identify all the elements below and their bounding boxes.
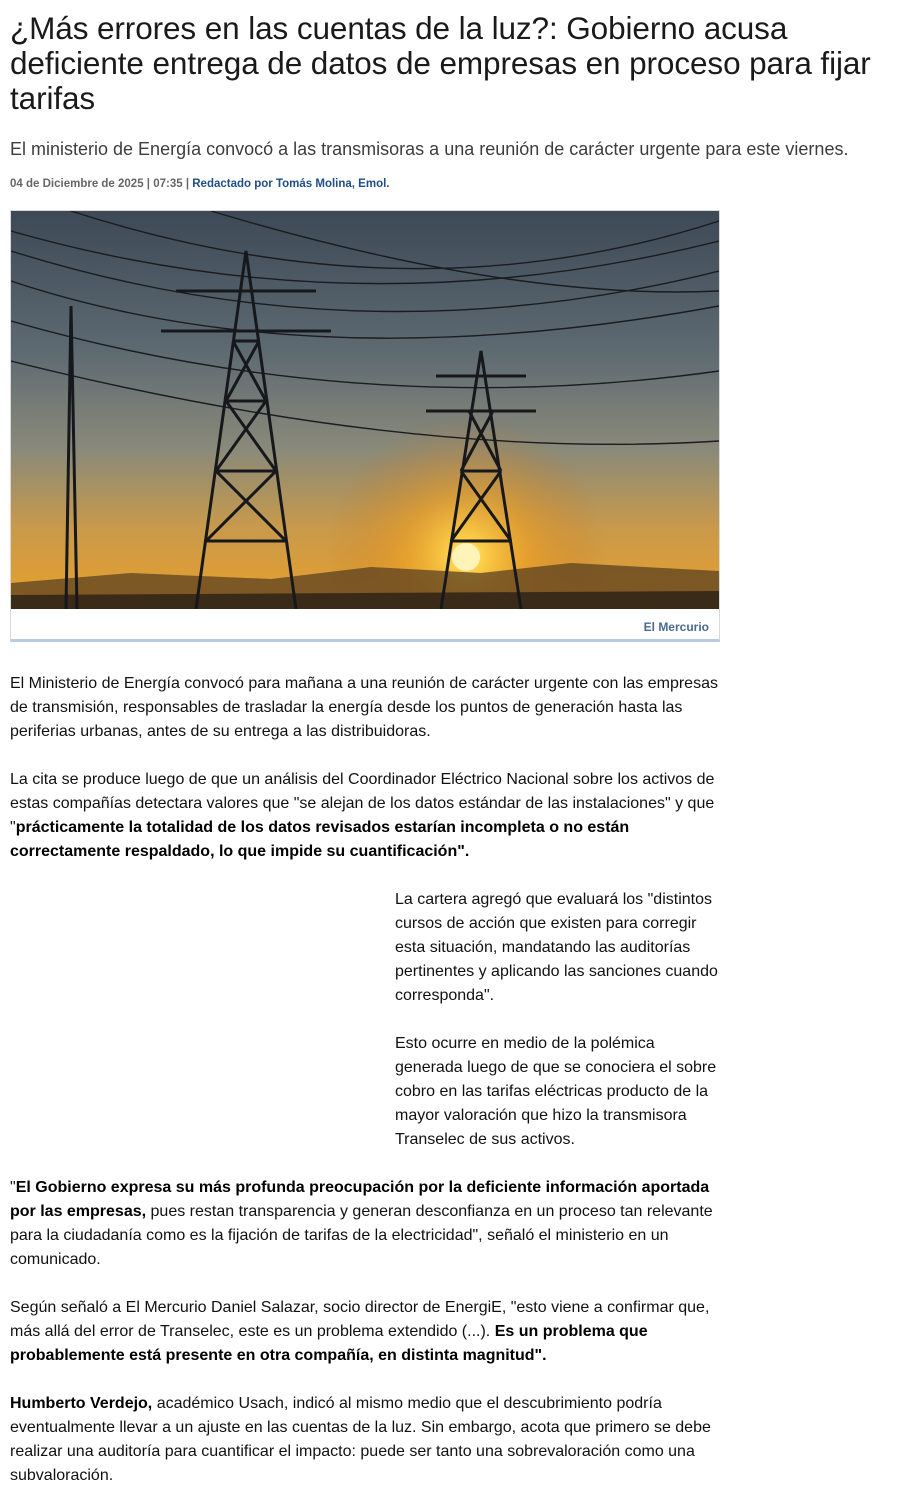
power-towers-sunset-image <box>11 211 719 609</box>
paragraph-text: El Ministerio de Energía convocó para mañana a una reunión de carácter urgente con las empresas de transmisión, responsables de trasladar la energía desde los puntos de generación hasta las periferias urbanas, antes de su entrega a las distribuidoras. <box>10 675 718 740</box>
article-subtitle: El ministerio de Energía convocó a las transmisoras a una reunión de carácter urgente para este viernes. <box>10 139 849 159</box>
paragraph-text: " <box>10 1179 16 1196</box>
article <box>10 0 900 1484</box>
paragraph-bold: El Gobierno expresa su más profunda preocupación por la deficiente información aportada por las empresas, <box>10 1179 710 1220</box>
publish-date: 04 de Diciembre de 2025 | 07:35 | <box>10 178 190 190</box>
paragraph-side <box>395 1032 725 1152</box>
paragraph <box>10 768 725 864</box>
paragraph <box>10 1296 725 1368</box>
paragraph-text: La cartera agregó que evaluará los "distintos cursos de acción que existen para corregir esta situación, mandatando las auditorías pertinentes y aplicando las sanciones cuando corresponda". <box>395 891 718 1004</box>
article-photo[interactable] <box>11 211 719 609</box>
paragraph-text: Según señaló a El Mercurio Daniel Salazar, socio director de EnergiE, "esto viene a confirmar que, más allá del error de Transelec, este es un problema extendido (...). <box>10 1299 710 1340</box>
article-figure <box>10 210 720 642</box>
paragraph <box>10 672 725 744</box>
article-body <box>10 672 725 1512</box>
paragraph-text: Esto ocurre en medio de la polémica generada luego de que se conociera el sobre cobro en las tarifas eléctricas producto de la mayor valoración que hizo la transmisora Transelec de sus activos. <box>395 1035 717 1148</box>
paragraph-text: académico Usach, indicó al mismo medio que el descubrimiento podría eventualmente llevar a un ajuste en las cuentas de la luz. Sin embargo, acota que primero se debe realizar una auditoría para cuantificar el impacto: puede ser tanto una sobrevaloración como una subvaloración. <box>10 1395 711 1484</box>
photo-credit: El Mercurio <box>643 620 709 634</box>
paragraph-bold: Es un problema que probablemente está presente en otra compañía, en distinta magnitud". <box>10 1323 648 1364</box>
byline <box>10 176 900 192</box>
article-title: ¿Más errores en las cuentas de la luz?: Gobierno acusa deficiente entrega de datos de empresas en proceso para fijar tarifas <box>10 10 871 116</box>
paragraph <box>10 1176 725 1272</box>
paragraph-bold: prácticamente la totalidad de los datos revisados estarían incompleta o no están correctamente respaldado, lo que impide su cuantificación". <box>10 819 630 860</box>
paragraph-text: La cita se produce luego de que un análisis del Coordinador Eléctrico Nacional sobre los activos de estas compañías detectara valores que "se alejan de los datos estándar de las instalaciones" y que " <box>10 771 715 836</box>
paragraph-side <box>395 888 725 1008</box>
paragraph-text: pues restan transparencia y generan desconfianza en un proceso tan relevante para la ciudadanía como es la fijación de tarifas de la electricidad", señaló el ministerio en un comunicado. <box>10 1203 713 1268</box>
paragraph-bold: Humberto Verdejo, <box>10 1395 153 1412</box>
author-link[interactable]: Redactado por Tomás Molina, Emol. <box>192 178 390 190</box>
paragraph <box>10 1392 725 1488</box>
